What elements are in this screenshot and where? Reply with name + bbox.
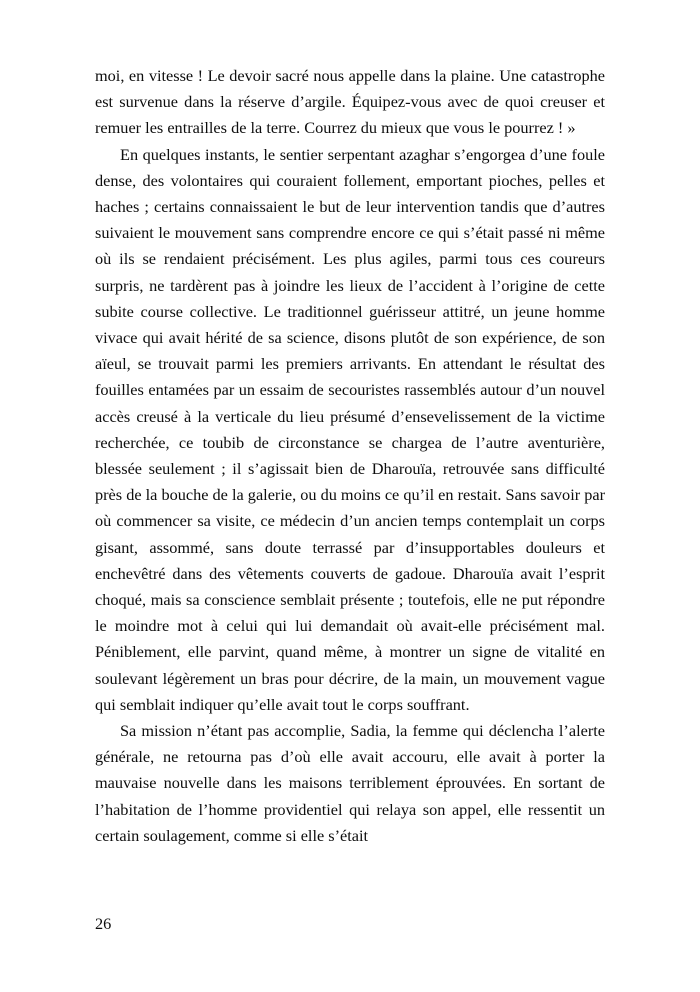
body-text-block <box>95 63 605 849</box>
page-number: 26 <box>95 914 112 933</box>
paragraph: Sa mission n’étant pas accomplie, Sadia, la femme qui déclencha l’alerte générale, ne retourna pas d’où elle avait accouru, elle avait à porter la mauvaise nouvelle dans les maisons terriblement éprouvées. En sortant de l’habitation de l’homme providentiel qui relaya son appel, elle ressentit un certain soulagement, comme si elle s’était <box>95 721 605 845</box>
paragraph: moi, en vitesse ! Le devoir sacré nous appelle dans la plaine. Une catastrophe est survenue dans la réserve d’argile. Équipez-vous avec de quoi creuser et remuer les entrailles de la terre. Courrez du mieux que vous le pourrez ! » <box>95 66 605 138</box>
paragraph: En quelques instants, le sentier serpentant azaghar s’engorgea d’une foule dense, des volontaires qui couraient follement, emportant pioches, pelles et haches ; certains connaissaient le but de leur intervention tandis que d’autres suivaient le mouvement sans comprendre encore ce qui s’était passé ni même où ils se rendaient précisément. Les plus agiles, parmi tous ces coureurs surpris, ne tardèrent pas à joindre les lieux de l’accident à l’origine de cette subite course collective. Le traditionnel guérisseur attitré, un jeune homme vivace qui avait hérité de sa science, disons plutôt de son expérience, de son aïeul, se trouvait parmi les premiers arrivants. En attendant le résultat des fouilles entamées par un essaim de secouristes rassemblés autour d’un nouvel accès creusé à la verticale du lieu présumé d’ensevelissement de la victime recherchée, ce toubib de circonstance se chargea de l’autre aventurière, blessée seulement ; il s’agissait bien de Dharouïa, retrouvée sans difficulté près de la bouche de la galerie, ou du moins ce qu’il en restait. Sans savoir par où commencer sa visite, ce médecin d’un ancien temps contemplait un corps gisant, assommé, sans doute terrassé par d’insupportables douleurs et enchevêtré dans des vêtements couverts de gadoue. Dharouïa avait l’esprit choqué, mais sa conscience semblait présente ; toutefois, elle ne put répondre le moindre mot à celui qui lui demandait où avait-elle précisément mal. Péniblement, elle parvint, quand même, à montrer un signe de vitalité en soulevant légèrement un bras pour décrire, de la main, un mouvement vague qui semblait indiquer qu’elle avait tout le corps souffrant. <box>95 144 605 714</box>
